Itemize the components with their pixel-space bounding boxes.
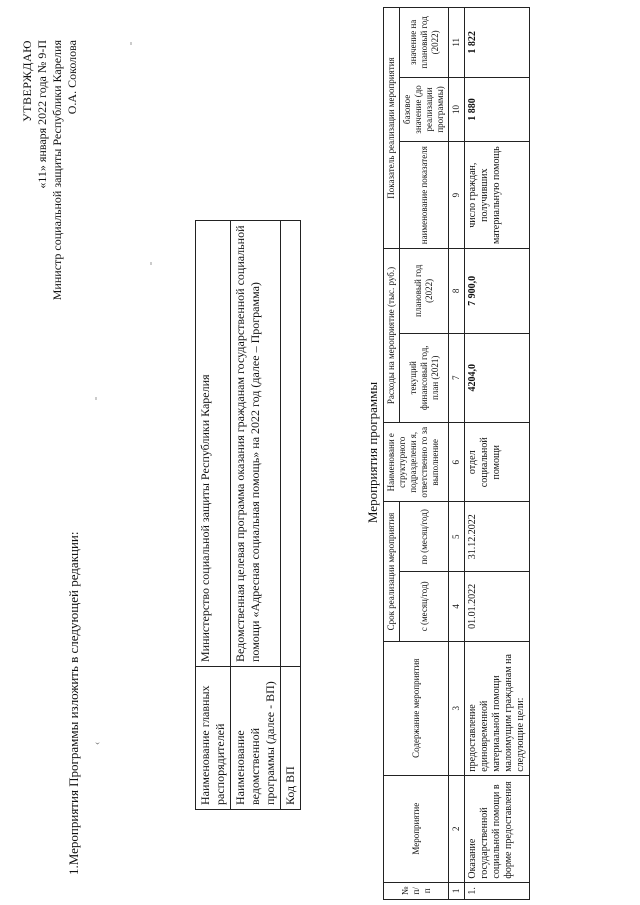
info-row: [281, 221, 301, 810]
approval-title: УТВЕРЖДАЮ: [20, 40, 34, 122]
header-ind-base: базовое значение (до реализации программы): [400, 77, 449, 142]
info-value: Министерство социальной защиты Республики Карелия: [196, 221, 231, 667]
program-events-table: [383, 7, 530, 900]
approval-stamp: [20, 40, 80, 300]
header-exp-current: текущий финансовый год, план (2021): [400, 333, 449, 422]
col-number: 3: [449, 641, 465, 775]
header-responsible: Наименовани е структурного подразделени я, ответственно го за выполнение: [384, 423, 449, 503]
header-period: Срок реализации мероприятия: [384, 502, 400, 641]
scan-speck: [150, 262, 152, 265]
row-ind-base: 1 880: [465, 77, 530, 142]
col-number: 8: [449, 249, 465, 333]
scan-speck: [130, 42, 132, 45]
scan-speck: [95, 397, 97, 400]
row-ind-target: 1 822: [465, 8, 530, 78]
row-exp-planned: 7 900,0: [465, 249, 530, 333]
info-key: Наименование главных распорядителей: [196, 667, 231, 810]
row-event: Оказание государственной социальной помощи в форме предоставления: [465, 775, 530, 882]
row-exp-current: 4204,0: [465, 333, 530, 422]
col-number: 4: [449, 572, 465, 642]
approval-date: «11» января 2022 года № 9-П: [35, 40, 49, 189]
section-heading: 1.Мероприятия Программы изложить в следующей редакции:: [66, 531, 81, 875]
col-number: 7: [449, 333, 465, 422]
header-ind-name: наименование показателя: [400, 142, 449, 249]
col-number: 10: [449, 77, 465, 142]
row-responsible: отдел социальной помощи: [465, 423, 530, 503]
table-row: [465, 8, 530, 900]
header-period-to: по (месяц/год): [400, 502, 449, 572]
header-event: Мероприятие: [384, 775, 449, 882]
header-exp-planned: плановый год (2022): [400, 249, 449, 333]
header-num: № п/ п: [384, 882, 449, 899]
col-number: 11: [449, 8, 465, 78]
header-content: Содержание мероприятия: [384, 641, 449, 775]
approval-position: Министр социальной защиты Республики Карелия: [50, 40, 64, 301]
info-row: [196, 221, 231, 810]
approval-name: О.А. Соколова: [65, 40, 79, 115]
row-ind-name: число граждан, получивших материальную помощь: [465, 142, 530, 249]
col-number: 6: [449, 423, 465, 503]
col-number: 1: [449, 882, 465, 899]
info-value: Ведомственная целевая программа оказания гражданам государственной социальной помощи «Адресная социальная помощь» на 2022 год (далее – Программа): [231, 221, 281, 667]
header-ind-target: значение на плановый год (2022): [400, 8, 449, 78]
col-number: 9: [449, 142, 465, 249]
header-period-from: с (месяц/год): [400, 572, 449, 642]
info-value: [281, 221, 301, 667]
row-num: 1.: [465, 882, 530, 899]
program-info-table: [195, 220, 301, 810]
row-to: 31.12.2022: [465, 502, 530, 572]
header-expenses: Расходы на мероприятие (тыс. руб.): [384, 249, 400, 423]
table-title: Мероприятия программы: [365, 381, 380, 524]
row-from: 01.01.2022: [465, 572, 530, 642]
col-number: 5: [449, 502, 465, 572]
col-number: 2: [449, 775, 465, 882]
info-key: Наименование ведомственной программы (далее - ВП): [231, 667, 281, 810]
column-number-row: [449, 8, 465, 900]
header-row: [384, 8, 400, 900]
handwritten-mark: ‹: [92, 741, 103, 745]
header-indicator: Показатель реализации мероприятия: [384, 8, 400, 249]
row-content: предоставление единовременной материальной помощи малоимущим гражданам на следующие цели:: [465, 641, 530, 775]
info-key: Код ВП: [281, 667, 301, 810]
info-row: [231, 221, 281, 810]
